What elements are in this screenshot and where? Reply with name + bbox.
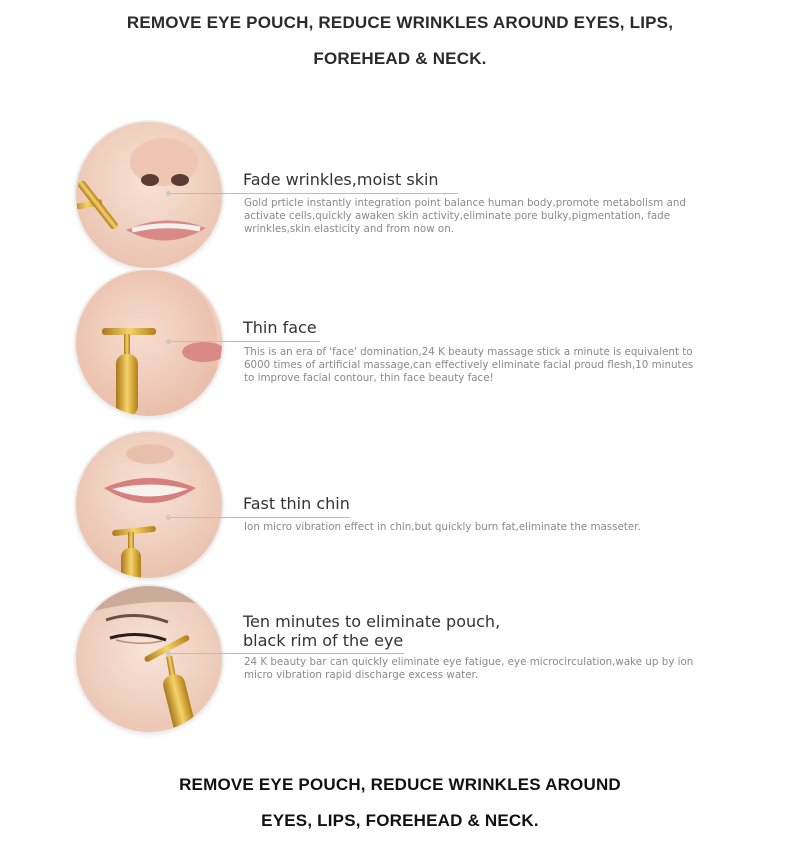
headline-top-line-2: FOREHEAD & NECK. [313, 49, 487, 68]
headline-bottom-line-2: EYES, LIPS, FOREHEAD & NECK. [261, 811, 539, 830]
headline-top-line-1: REMOVE EYE POUCH, REDUCE WRINKLES AROUND EYES, LIPS, [126, 13, 674, 32]
feature-title-line-2: black rim of the eye [243, 631, 404, 650]
headline-bottom-line-1: REMOVE EYE POUCH, REDUCE WRINKLES AROUND [179, 775, 621, 794]
feature-description: This is an era of 'face' domination,24 K beauty massage stick a minute is equivalent to 6000 times of artificial massage,can effectively eliminate facial proud flesh,10 minutes to improve facial contour, thin face beauty face! [244, 346, 694, 384]
connector-line [168, 653, 404, 654]
nose-mouth-roller-photo [76, 122, 222, 268]
feature-description: Gold prticle instantly integration point balance human body,promote metabolism and activate cells,quickly awaken skin activity,eliminate pore bulky,pigmentation, fade wrinkles,skin elasticity and from now on. [244, 197, 686, 235]
connector-dot [166, 339, 171, 344]
feature-description: 24 K beauty bar can quickly eliminate eye fatigue, eye microcirculation,wake up by ion micro vibration rapid discharge excess water. [244, 656, 694, 681]
feature-description: Ion micro vibration effect in chin,but quickly burn fat,eliminate the masseter. [244, 521, 641, 533]
cheek-roller-photo [76, 270, 222, 416]
connector-dot [166, 191, 171, 196]
connector-dot [166, 515, 171, 520]
feature-title: Fast thin chin [243, 494, 350, 513]
feature-title-line-1: Ten minutes to eliminate pouch, [243, 612, 501, 631]
connector-line [168, 341, 320, 342]
feature-title: Fade wrinkles,moist skin [243, 170, 439, 189]
chin-roller-photo [76, 432, 222, 578]
connector-line [168, 517, 350, 518]
connector-dot [166, 651, 171, 656]
feature-title: Thin face [243, 318, 317, 337]
eye-roller-photo [76, 586, 222, 732]
connector-line [168, 193, 458, 194]
